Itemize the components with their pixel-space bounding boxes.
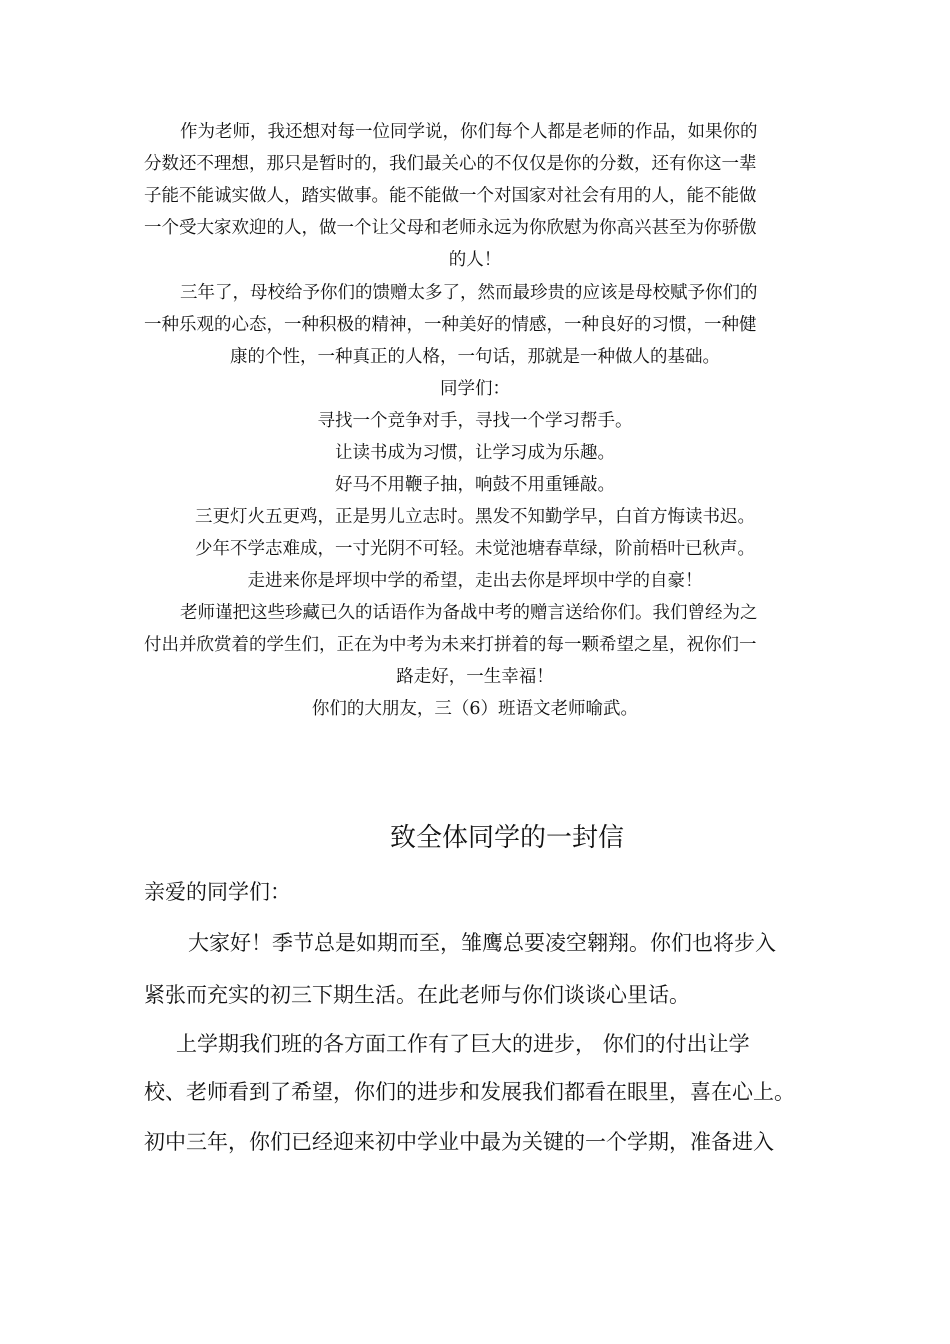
text-line: 作为老师，我还想对每一位同学说，你们每个人都是老师的作品，如果你的 [180, 122, 758, 142]
text-line: 初中三年，你们已经迎来初中学业中最为关键的一个学期，准备进入 [144, 1130, 774, 1154]
text-line: 子能不能诚实做人，踏实做事。能不能做一个对国家对社会有用的人，能不能做 [144, 186, 757, 206]
text-line: 分数还不理想，那只是暂时的，我们最关心的不仅仅是你的分数，还有你这一辈 [144, 154, 757, 174]
signature-line: 你们的大朋友，三（6）班语文老师喻武。 [311, 699, 639, 719]
text-line: 老师谨把这些珍藏已久的话语作为备战中考的赠言送给你们。我们曾经为之 [180, 603, 758, 623]
text-line: 校、老师看到了希望，你们的进步和发展我们都看在眼里，喜在心上。 [144, 1080, 795, 1104]
text-line: 紧张而充实的初三下期生活。在此老师与你们谈谈心里话。 [144, 983, 690, 1007]
verse-line: 三更灯火五更鸡，正是男儿立志时。黑发不知勤学早，白首方悔读书迟。 [195, 507, 755, 527]
verse-line: 走进来你是坪坝中学的希望，走出去你是坪坝中学的自豪！ [247, 571, 703, 591]
verse-line: 让读书成为习惯，让学习成为乐趣。 [335, 443, 615, 463]
text-line: 路走好，一生幸福！ [396, 667, 554, 687]
salutation: 亲爱的同学们： [144, 880, 291, 904]
text-line: 的人！ [448, 250, 502, 270]
verse-line: 少年不学志难成，一寸光阴不可轻。未觉池塘春草绿，阶前梧叶已秋声。 [195, 539, 755, 559]
text-line: 大家好！季节总是如期而至，雏鹰总要凌空翱翔。你们也将步入 [188, 931, 776, 955]
text-line: 上学期我们班的各方面工作有了巨大的进步， 你们的付出让学 [176, 1032, 750, 1056]
verse-line: 寻找一个竞争对手，寻找一个学习帮手。 [317, 411, 633, 431]
text-line: 三年了，母校给予你们的馈赠太多了，然而最珍贵的应该是母校赋予你们的 [180, 283, 758, 303]
text-line: 一种乐观的心态，一种积极的精神，一种美好的情感，一种良好的习惯，一种健 [144, 315, 757, 335]
text-line: 付出并欣赏着的学生们，正在为中考为未来打拼着的每一颗希望之星，祝你们一 [144, 635, 757, 655]
text-line: 一个受大家欢迎的人，做一个让父母和老师永远为你欣慰为你高兴甚至为你骄傲 [144, 218, 757, 238]
letter-title: 致全体同学的一封信 [390, 823, 625, 853]
verse-line: 好马不用鞭子抽，响鼓不用重锤敲。 [335, 475, 615, 495]
text-line: 康的个性，一种真正的人格，一句话，那就是一种做人的基础。 [230, 347, 720, 367]
greeting-line: 同学们： [440, 379, 510, 399]
